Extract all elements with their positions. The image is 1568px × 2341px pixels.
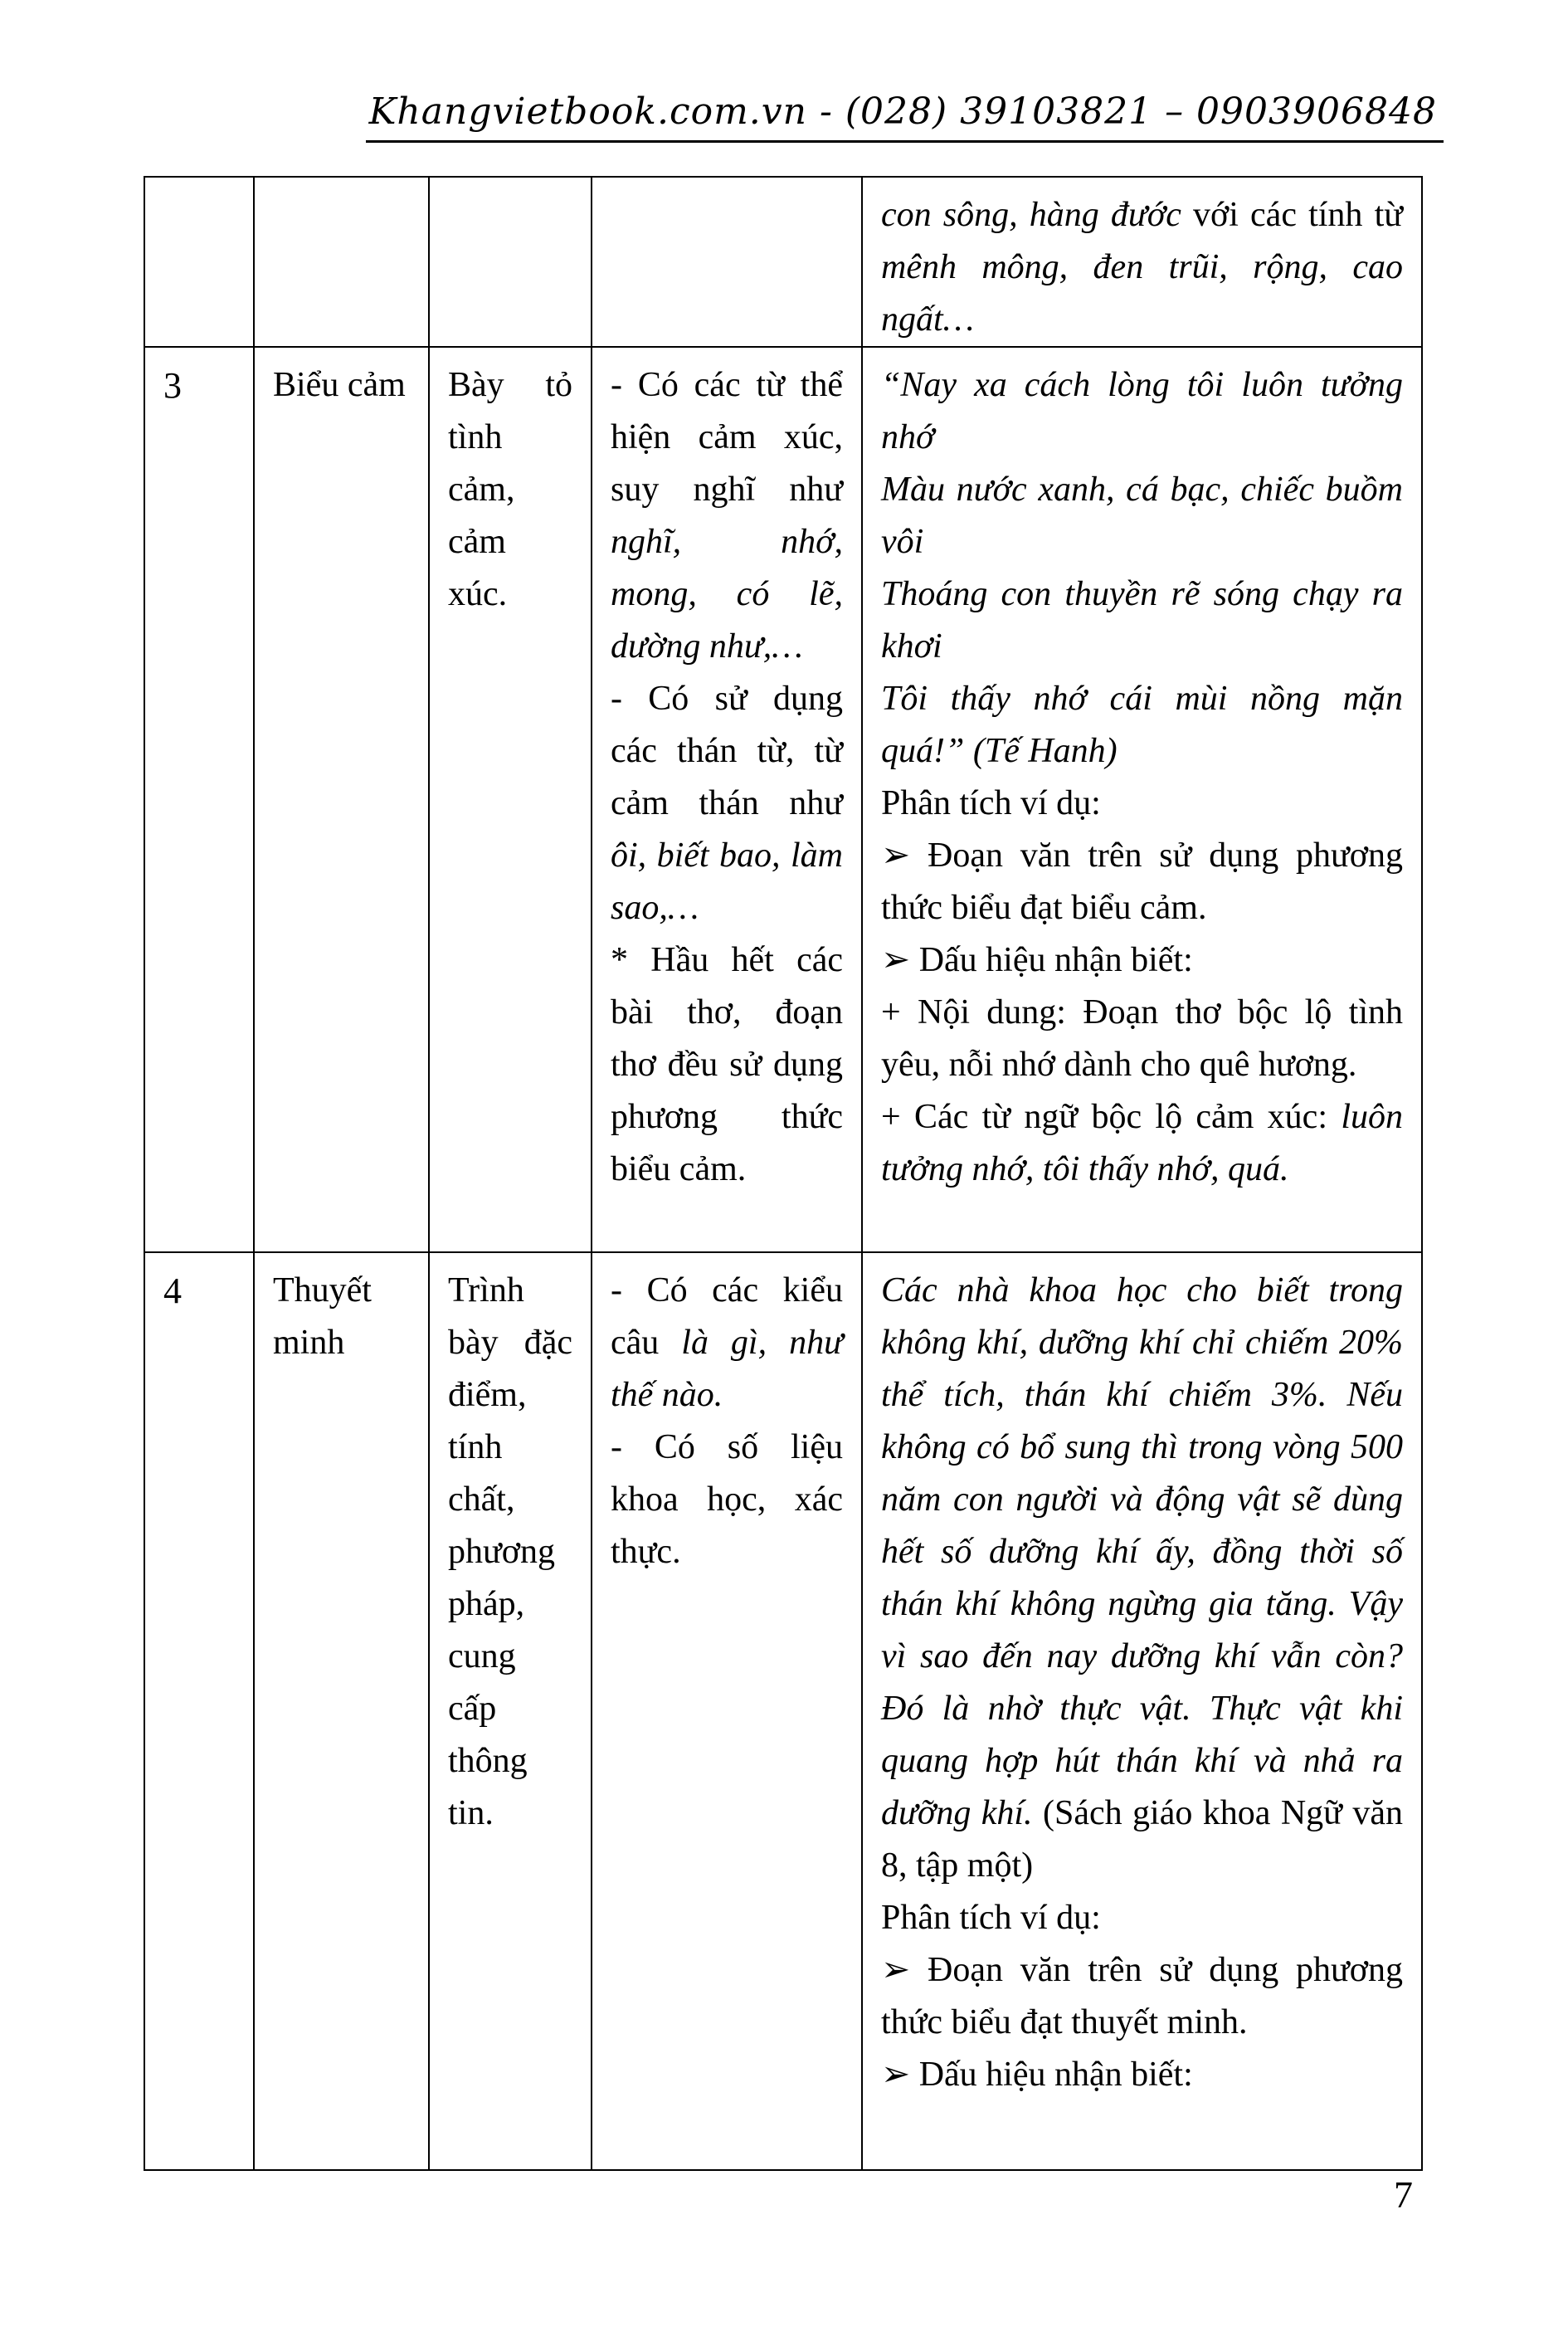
table-cell-r0-c2 xyxy=(429,177,592,347)
paragraph xyxy=(881,1091,1403,1196)
table-cell-r2-c3 xyxy=(592,1252,862,2170)
italic-text-segment: Thoáng con thuyền rẽ sóng chạy ra khơi xyxy=(881,575,1403,666)
paragraph xyxy=(881,1892,1403,1944)
text-segment: + Nội dung: Đoạn thơ bộc lộ tình yêu, nỗi nhớ dành cho quê hương. xyxy=(881,993,1403,1084)
italic-text-segment: Màu nước xanh, cá bạc, chiếc buồm vôi xyxy=(881,471,1403,561)
text-segment: ➢ Dấu hiệu nhận biết: xyxy=(881,941,1193,979)
table-cell-r2-c4 xyxy=(862,1252,1422,2170)
text-segment: với các tính từ xyxy=(1193,196,1404,234)
table-cell-r2-c0 xyxy=(144,1252,254,2170)
table-row-2 xyxy=(144,1252,1422,2170)
page-header-brand-line: Khangvietbook.com.vn - (028) 39103821 – 0903906848 xyxy=(366,91,1444,143)
paragraph xyxy=(881,1944,1403,2049)
text-segment: ➢ Đoạn văn trên sử dụng phương thức biểu đạt thuyết minh. xyxy=(881,1951,1403,2041)
paragraph xyxy=(273,1265,410,1369)
text-segment: Phân tích ví dụ: xyxy=(881,1899,1101,1937)
text-segment: + Các từ ngữ bộc lộ cảm xúc: xyxy=(881,1098,1342,1136)
paragraph xyxy=(448,359,572,621)
paragraph xyxy=(881,464,1403,568)
italic-text-segment: con sông, hàng đước xyxy=(881,196,1194,234)
paragraph xyxy=(448,1265,572,1840)
paragraph xyxy=(881,830,1403,934)
paragraph xyxy=(611,673,843,934)
paragraph xyxy=(163,359,235,412)
table-cell-r2-c2 xyxy=(429,1252,592,2170)
paragraph xyxy=(881,778,1403,830)
page-number: 7 xyxy=(1394,2173,1413,2216)
paragraph xyxy=(611,1422,843,1578)
paragraph xyxy=(273,359,410,412)
italic-text-segment: mênh mông, đen trũi, rộng, cao ngất… xyxy=(881,248,1403,339)
paragraph xyxy=(881,987,1403,1091)
paragraph xyxy=(881,1265,1403,1892)
italic-text-segment: Tôi thấy nhớ cái mùi nồng mặn quá!” (Tế Hanh) xyxy=(881,680,1403,770)
table-cell-r2-c1 xyxy=(254,1252,429,2170)
table-cell-r0-c0 xyxy=(144,177,254,347)
table-cell-r0-c4 xyxy=(862,177,1422,347)
text-segment: (Sách giáo khoa Ngữ văn 8, tập một) xyxy=(881,1794,1403,1885)
italic-text-segment: “Nay xa cách lòng tôi luôn tưởng nhớ xyxy=(881,366,1403,456)
italic-text-segment: ôi, biết bao, làm sao,… xyxy=(611,836,843,927)
table-row-0 xyxy=(144,177,1422,347)
text-segment: - Có số liệu khoa học, xác thực. xyxy=(611,1428,843,1571)
italic-text-segment: nghĩ, nhớ, mong, có lẽ, dường như,… xyxy=(611,523,843,666)
text-segment: Bày tỏ tình cảm, cảm xúc. xyxy=(448,366,572,613)
text-segment: * Hầu hết các bài thơ, đoạn thơ đều sử dụng phương thức biểu cảm. xyxy=(611,941,843,1188)
italic-text-segment: Các nhà khoa học cho biết trong không khí, dưỡng khí chỉ chiếm 20% thể tích, thán khí chiếm 3%. Nếu không có bổ sung thì trong vòng 500 năm con người và động vật sẽ dùng hết số dưỡng khí ấy, đồng thời số thán khí không ngừng gia tăng. Vậy vì sao đến nay dưỡng khí vẫn còn? Đó là nhờ thực vật. Thực vật khi quang hợp hút thán khí và nhả ra dưỡng khí. xyxy=(881,1271,1403,1832)
document-table xyxy=(144,176,1423,2171)
table-cell-r1-c3 xyxy=(592,347,862,1252)
text-segment: - Có các từ thể hiện cảm xúc, suy nghĩ như xyxy=(611,366,843,509)
table-cell-r0-c1 xyxy=(254,177,429,347)
text-segment: 4 xyxy=(163,1270,182,1311)
paragraph xyxy=(163,1265,235,1317)
text-segment: ➢ Đoạn văn trên sử dụng phương thức biểu đạt biểu cảm. xyxy=(881,836,1403,927)
italic-text-segment: luôn tưởng nhớ, tôi thấy nhớ, quá. xyxy=(881,1098,1403,1188)
table-body xyxy=(144,177,1422,2170)
paragraph xyxy=(881,568,1403,673)
text-segment: - Có các kiểu câu xyxy=(611,1271,843,1362)
table-cell-r0-c3 xyxy=(592,177,862,347)
paragraph xyxy=(881,189,1403,346)
paragraph xyxy=(881,934,1403,987)
paragraph xyxy=(611,934,843,1196)
italic-text-segment: là gì, như thế nào. xyxy=(611,1324,843,1414)
text-segment: ➢ Dấu hiệu nhận biết: xyxy=(881,2056,1193,2094)
paragraph xyxy=(611,1265,843,1422)
paragraph xyxy=(611,359,843,673)
table-cell-r1-c0 xyxy=(144,347,254,1252)
paragraph xyxy=(881,2049,1403,2101)
table-cell-r1-c1 xyxy=(254,347,429,1252)
text-segment: 3 xyxy=(163,365,182,406)
table-cell-r1-c2 xyxy=(429,347,592,1252)
table-cell-r1-c4 xyxy=(862,347,1422,1252)
text-segment: - Có sử dụng các thán từ, từ cảm thán như xyxy=(611,680,843,822)
paragraph xyxy=(881,673,1403,778)
table-row-1 xyxy=(144,347,1422,1252)
text-segment: Thuyết minh xyxy=(273,1271,372,1362)
text-segment: Biểu cảm xyxy=(273,366,406,404)
text-segment: Trình bày đặc điểm, tính chất, phương pháp, cung cấp thông tin. xyxy=(448,1271,572,1832)
text-segment: Phân tích ví dụ: xyxy=(881,784,1101,822)
paragraph xyxy=(881,359,1403,464)
